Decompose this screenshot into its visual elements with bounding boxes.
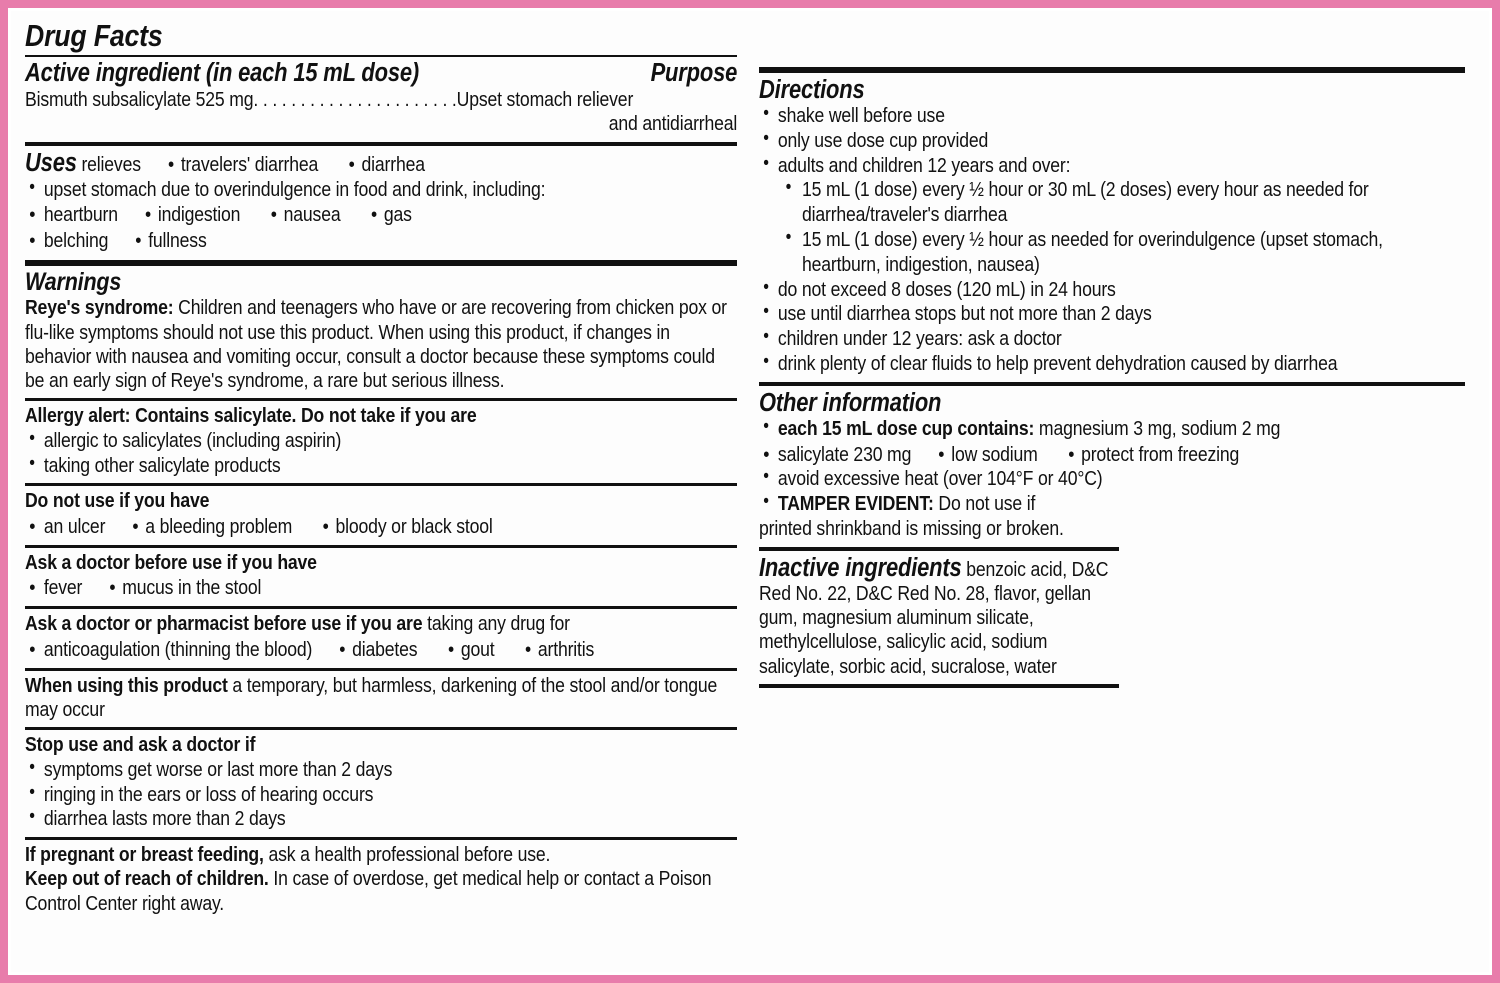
ask-pharmacist-item-anticoagulation: anticoagulation (thinning the blood) xyxy=(43,638,313,662)
other-info-item-low-sodium: • low sodium xyxy=(916,442,1041,468)
directions-list xyxy=(759,104,1465,178)
rule-before-directions xyxy=(759,67,1465,73)
allergy-alert-heading: Allergy alert: Contains salicylate. Do not take if you are xyxy=(25,404,477,428)
inactive-ingredients-text: benzoic acid, D&C Red No. 22, D&C Red No. 28, flavor, gellan gum, magnesium aluminum silicate, methylcellulose, salicylic acid, sodium salicylate, sorbic acid, sucralose, water xyxy=(759,557,1109,678)
purpose-text: Upset stomach reliever xyxy=(456,87,634,111)
rule-before-pregnancy xyxy=(25,837,737,840)
rule-before-stop-use xyxy=(25,727,737,730)
rule-under-title xyxy=(25,55,737,57)
inactive-ingredients-section xyxy=(759,554,1366,679)
other-information-list-2 xyxy=(759,467,1465,517)
uses-lead: relieves xyxy=(81,152,141,176)
list-item: • only use dose cup provided xyxy=(759,129,1465,154)
active-ingredient-row xyxy=(25,88,737,113)
list-item: • taking other salicylate products xyxy=(25,454,737,479)
right-column xyxy=(759,17,1465,966)
ask-doctor-item-fever: fever xyxy=(43,576,83,600)
uses-item-travelers-diarrhea: • travelers' diarrhea xyxy=(146,152,322,178)
tamper-evident-text-line2: printed shrinkband is missing or broken. xyxy=(759,517,1064,541)
dose-cup-label: each 15 mL dose cup contains: xyxy=(777,416,1035,440)
active-ingredient-heading: Active ingredient (in each 15 mL dose) xyxy=(25,59,420,88)
rule-before-allergy-alert xyxy=(25,398,737,401)
inactive-ingredients-paragraph xyxy=(759,554,1116,679)
left-column xyxy=(25,17,737,966)
pregnancy-text: ask a health professional before use. xyxy=(263,843,551,867)
allergy-alert-section xyxy=(25,404,737,478)
list-item xyxy=(759,492,1465,517)
ask-doctor-heading: Ask a doctor before use if you have xyxy=(25,550,317,574)
pregnancy-keepout-section xyxy=(25,843,737,916)
uses-item-heartburn: heartburn xyxy=(43,203,118,227)
uses-first-row xyxy=(25,149,737,178)
ask-pharmacist-heading-tail: taking any drug for xyxy=(422,612,570,636)
other-info-item-salicylate: salicylate 230 mg xyxy=(777,442,912,466)
stop-use-section xyxy=(25,733,737,832)
list-item: • diarrhea lasts more than 2 days xyxy=(25,807,737,832)
ask-pharmacist-item-arthritis: • arthritis xyxy=(503,637,598,663)
dose-cup-text: magnesium 3 mg, sodium 2 mg xyxy=(1034,416,1281,440)
uses-section xyxy=(25,149,737,254)
stop-use-heading: Stop use and ask a doctor if xyxy=(25,733,256,757)
reyes-syndrome-paragraph xyxy=(25,296,737,393)
uses-item-fullness: • fullness xyxy=(113,228,210,254)
directions-heading: Directions xyxy=(759,76,865,104)
do-not-use-section xyxy=(25,489,737,539)
list-item: • children under 12 years: ask a doctor xyxy=(759,327,1465,352)
allergy-alert-list xyxy=(25,429,737,479)
ask-pharmacist-item-gout: • gout xyxy=(426,637,498,663)
active-ingredient-section xyxy=(25,59,737,136)
ask-pharmacist-heading-row xyxy=(25,612,737,637)
do-not-use-row: • an ulcer • a bleeding problem • bloody or black stool xyxy=(25,514,737,540)
list-item: • allergic to salicylates (including aspirin) xyxy=(25,429,737,454)
uses-symptom-row-2: • belching • fullness xyxy=(25,228,737,254)
uses-item-diarrhea: • diarrhea xyxy=(326,152,428,178)
when-using-text: a temporary, but harmless, darkening of the stool and/or tongue may occur xyxy=(25,673,718,722)
pregnancy-paragraph xyxy=(25,843,737,867)
uses-item-indigestion: • indigestion xyxy=(123,202,244,228)
other-info-item-protect-freezing: • protect from freezing xyxy=(1046,442,1243,468)
rule-before-when-using xyxy=(25,668,737,671)
list-item: • shake well before use xyxy=(759,104,1465,129)
list-item: • symptoms get worse or last more than 2 days xyxy=(25,758,737,783)
stop-use-list xyxy=(25,758,737,832)
list-item: • 15 mL (1 dose) every ½ hour as needed for overindulgence (upset stomach, heartburn, indigestion, nausea) xyxy=(781,228,1465,278)
tamper-evident-text: Do not use if xyxy=(933,492,1036,516)
directions-section xyxy=(759,76,1465,377)
keep-out-label: Keep out of reach of children. xyxy=(25,867,269,891)
tamper-evident-label: TAMPER EVIDENT: xyxy=(777,492,934,516)
uses-item-belching: belching xyxy=(43,229,109,253)
uses-item-nausea: • nausea xyxy=(248,202,344,228)
active-ingredient-name: Bismuth subsalicylate 525 mg xyxy=(25,87,254,111)
rule-before-ask-doctor xyxy=(25,545,737,548)
other-information-heading: Other information xyxy=(759,388,942,417)
ask-pharmacist-section xyxy=(25,612,737,663)
ask-doctor-item-mucus: • mucus in the stool xyxy=(87,575,265,601)
when-using-heading: When using this product xyxy=(25,673,228,697)
uses-symptom-row-1: • heartburn • indigestion • nausea • gas xyxy=(25,202,737,228)
ask-pharmacist-item-diabetes: • diabetes xyxy=(317,637,421,663)
warnings-heading: Warnings xyxy=(25,267,122,296)
do-not-use-item-ulcer: an ulcer xyxy=(43,515,106,539)
pregnancy-label: If pregnant or breast feeding, xyxy=(25,843,264,867)
rule-after-active-ingredient xyxy=(25,142,737,146)
leader-dots: . . . . . . . . . . . . . . . . . . . . . . xyxy=(253,87,457,111)
purpose-heading: Purpose xyxy=(650,59,738,88)
rule-before-other-information xyxy=(759,382,1465,386)
uses-bullet-list xyxy=(25,178,737,203)
list-item: • ringing in the ears or loss of hearing occurs xyxy=(25,783,737,808)
when-using-section xyxy=(25,674,737,722)
other-information-row: • salicylate 230 mg • low sodium • protect from freezing xyxy=(759,442,1465,468)
keep-out-paragraph xyxy=(25,867,737,915)
inactive-ingredients-heading: Inactive ingredients xyxy=(759,553,962,582)
warnings-section xyxy=(25,269,737,393)
ask-doctor-section xyxy=(25,551,737,601)
directions-sublist xyxy=(781,178,1465,277)
list-item xyxy=(759,417,1465,442)
ask-doctor-row: • fever • mucus in the stool xyxy=(25,575,737,601)
keep-out-text: In case of overdose, get medical help or contact a Poison Control Center right away. xyxy=(25,867,712,915)
rule-after-inactive-ingredients xyxy=(759,684,1119,688)
list-item: • drink plenty of clear fluids to help prevent dehydration caused by diarrhea xyxy=(759,352,1465,377)
ask-pharmacist-heading: Ask a doctor or pharmacist before use if you are xyxy=(25,612,423,636)
other-information-list xyxy=(759,417,1465,442)
page-title: Drug Facts xyxy=(25,18,163,53)
do-not-use-heading: Do not use if you have xyxy=(25,489,210,513)
uses-heading: Uses xyxy=(25,148,77,177)
do-not-use-item-bleeding: • a bleeding problem xyxy=(110,514,296,540)
list-item: • do not exceed 8 doses (120 mL) in 24 hours xyxy=(759,278,1465,303)
list-item: • upset stomach due to overindulgence in food and drink, including: xyxy=(25,178,737,203)
rule-before-inactive-ingredients xyxy=(759,547,1119,551)
rule-before-warnings xyxy=(25,260,737,266)
drug-facts-panel xyxy=(8,8,1492,975)
reyes-syndrome-text: Children and teenagers who have or are recovering from chicken pox or flu-like symptoms should not use this product. When using this product, if changes in behavior with nausea and vomiting occur, consult a doctor because these symptoms could be an early sign of Reye's syndrome, a rare but serious illness. xyxy=(25,296,727,393)
rule-before-ask-pharmacist xyxy=(25,606,737,609)
list-item: • adults and children 12 years and over: xyxy=(759,154,1465,179)
directions-list-after xyxy=(759,278,1465,377)
rule-before-do-not-use xyxy=(25,483,737,486)
list-item: • 15 mL (1 dose) every ½ hour or 30 mL (2 doses) every hour as needed for diarrhea/traveler's diarrhea xyxy=(781,178,1465,228)
purpose-text-line2: and antidiarrheal xyxy=(608,112,738,136)
list-item: • avoid excessive heat (over 104°F or 40°C) xyxy=(759,467,1465,492)
when-using-paragraph xyxy=(25,674,737,722)
other-information-section xyxy=(759,389,1465,542)
ask-pharmacist-row: • anticoagulation (thinning the blood) • diabetes • gout • arthritis xyxy=(25,637,737,663)
do-not-use-item-black-stool: • bloody or black stool xyxy=(300,514,496,540)
list-item: • use until diarrhea stops but not more than 2 days xyxy=(759,302,1465,327)
reyes-syndrome-label: Reye's syndrome: xyxy=(25,296,174,320)
uses-item-gas: • gas xyxy=(349,202,416,228)
